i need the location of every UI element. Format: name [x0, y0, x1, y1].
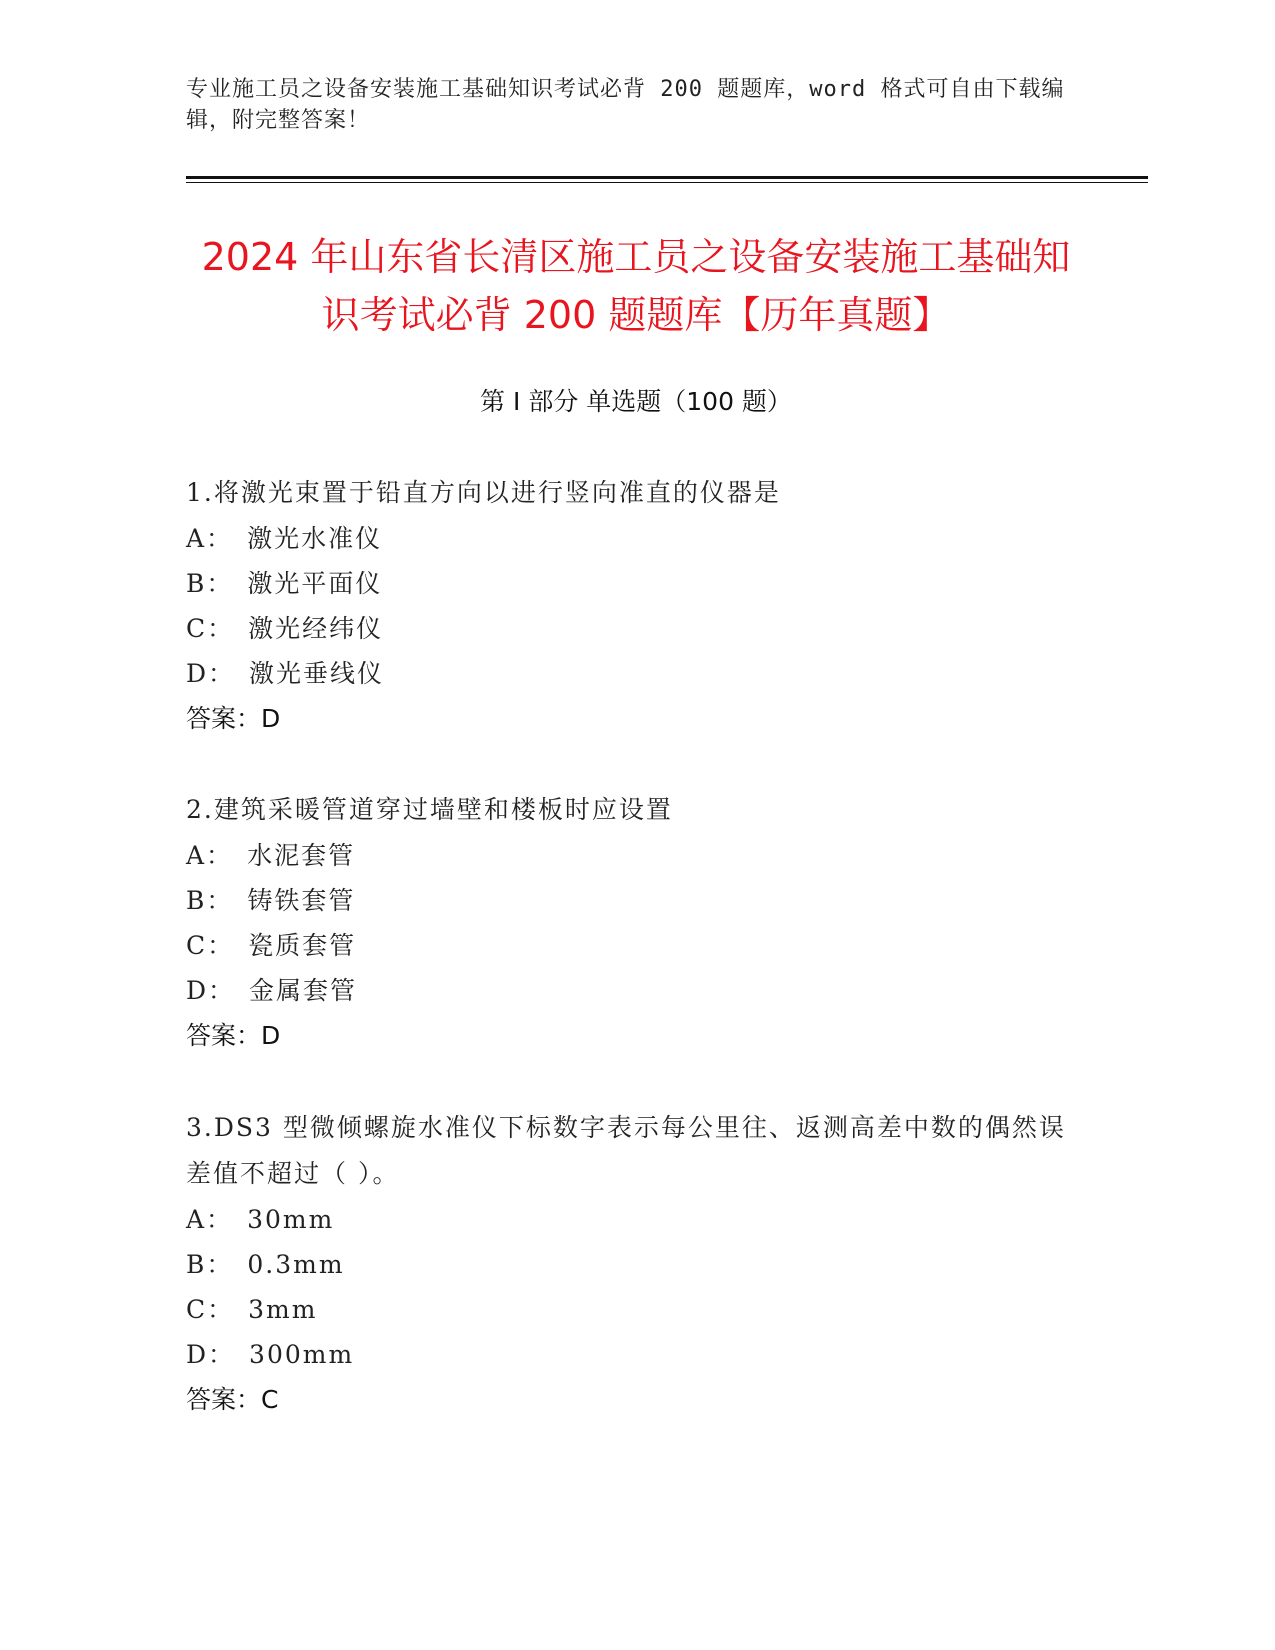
option-b: [186, 878, 1086, 923]
question-stem: 3.DS3 型微倾螺旋水准仪下标数字表示每公里往、返测高差中数的偶然误差值不超过（ ）。: [186, 1113, 1066, 1188]
document-title: 2024 年山东省长清区施工员之设备安装施工基础知识考试必背 200 题题库【历年真题】: [201, 235, 1071, 337]
option-key: A：: [186, 841, 234, 870]
answer: 答案：C: [186, 1385, 279, 1414]
option-text: 0.3mm: [247, 1250, 345, 1279]
question-2: [186, 787, 1086, 1059]
option-text: 300mm: [249, 1340, 355, 1369]
option-key: B：: [186, 1250, 234, 1279]
option-text: 激光经纬仪: [248, 614, 384, 643]
option-c: [186, 1287, 1086, 1332]
option-b: [186, 561, 1086, 606]
option-key: D：: [186, 976, 236, 1005]
option-text: 激光平面仪: [247, 569, 383, 598]
question-1: [186, 470, 1086, 742]
option-key: B：: [186, 569, 234, 598]
option-b: [186, 1242, 1086, 1287]
option-text: 铸铁套管: [247, 886, 356, 915]
option-text: 激光水准仪: [247, 524, 383, 553]
question-stem: 1.将激光束置于铅直方向以进行竖向准直的仪器是: [186, 478, 781, 507]
option-text: 3mm: [248, 1295, 318, 1324]
option-key: C：: [186, 1295, 235, 1324]
header-note: 专业施工员之设备安装施工基础知识考试必背 200 题题库，word 格式可自由下载编辑，附完整答案！: [186, 77, 1065, 133]
option-key: D：: [186, 1340, 236, 1369]
answer: 答案：D: [186, 704, 281, 733]
option-key: C：: [186, 614, 235, 643]
option-d: [186, 1332, 1086, 1377]
option-a: [186, 833, 1086, 878]
option-text: 激光垂线仪: [249, 659, 385, 688]
question-stem: 2.建筑采暖管道穿过墙壁和楼板时应设置: [186, 795, 673, 824]
option-d: [186, 651, 1086, 696]
option-text: 瓷质套管: [248, 931, 357, 960]
option-c: [186, 923, 1086, 968]
header-divider-thin: [186, 182, 1148, 183]
answer: 答案：D: [186, 1021, 281, 1050]
option-a: [186, 1197, 1086, 1242]
option-text: 水泥套管: [247, 841, 356, 870]
section-heading: 第 I 部分 单选题（100 题）: [480, 387, 792, 416]
header-divider-thick: [186, 176, 1148, 179]
option-key: D：: [186, 659, 236, 688]
option-key: C：: [186, 931, 235, 960]
option-a: [186, 516, 1086, 561]
question-3: [186, 1105, 1086, 1423]
option-text: 金属套管: [249, 976, 358, 1005]
option-key: B：: [186, 886, 234, 915]
option-key: A：: [186, 524, 234, 553]
option-d: [186, 968, 1086, 1013]
option-key: A：: [186, 1205, 234, 1234]
option-c: [186, 606, 1086, 651]
option-text: 30mm: [247, 1205, 335, 1234]
